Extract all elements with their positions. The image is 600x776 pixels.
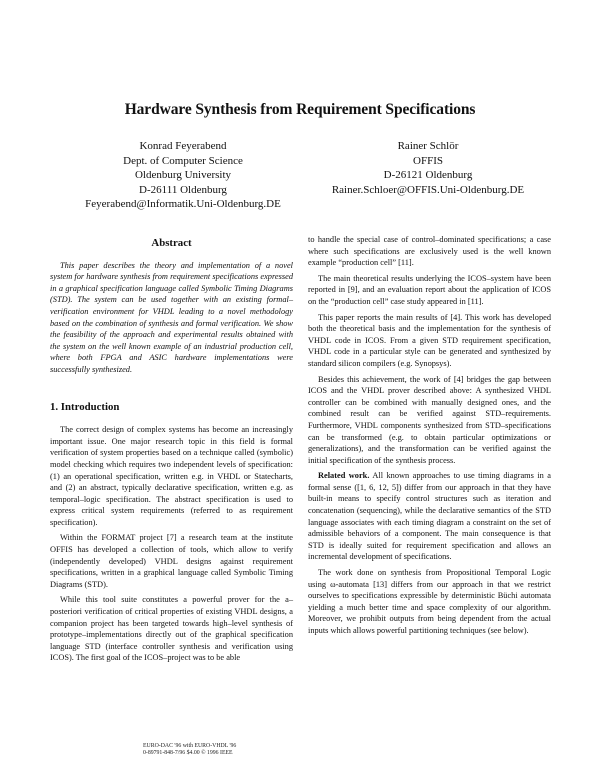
author-institution: Oldenburg University [134, 169, 232, 182]
author-email: Feyerabend@Informatik.Uni-Oldenburg.DE [85, 198, 281, 211]
abstract-heading: Abstract [151, 237, 192, 249]
author-address: D-26121 Oldenburg [383, 169, 473, 182]
intro-paragraph-7: The work done on synthesis from Propositional Temporal Logic using ω-automata [13] differs from our approach in that we restrict ourselves to specifications expressible by deterministic Büchi automata yielding a much better time and space complexity of our algorithm. Moreover, we prohibit outputs from being dependent from the actual inputs which allows powerful partitioning techniques (see below). [308, 568, 551, 635]
footer-conference: EURO-DAC '96 with EURO-VHDL '96 [143, 743, 237, 749]
related-work-heading: Related work. [318, 471, 370, 481]
introduction-heading: 1. Introduction [50, 400, 120, 413]
footer-copyright: 0-89791-848-7/96 $4.00 © 1996 IEEE [143, 750, 233, 757]
related-work-paragraph [308, 470, 551, 563]
intro-continuation: to handle the special case of control–dominated specifications; a case where such specifications are exclusively used is the well known example “production cell” [11]. [308, 235, 551, 268]
page-footer [143, 743, 236, 758]
intro-paragraph-3: While this tool suite constitutes a powerful prover for the a–posteriori verification of critical properties of existing VHDL designs, a companion project has been targeted towards high–level synthesis of prototype–implementations directly out of the graphical specification language STD (interface controller synthesis and verification using ICOS). The first goal of the ICOS–project was to be able [50, 595, 293, 663]
author-address: D-26111 Oldenburg [139, 183, 227, 196]
intro-paragraph-1: The correct design of complex systems has become an increasingly important issue. One major research topic in this field is formal verification of system properties based on a technique called (symbolic) model checking which requires two independent levels of specification: (1) an operational specification, written e.g. in VHDL or Statecharts, and (2) an abstract, typically declarative specification, written e.g. as temporal–logic specification. The abstract specification is used to express critical system requirements (referred to as requirement specification). [50, 425, 293, 527]
author-email: Rainer.Schloer@OFFIS.Uni-Oldenburg.DE [331, 183, 525, 196]
paper-title: Hardware Synthesis from Requirement Specifications [124, 101, 476, 118]
intro-paragraph-2: Within the FORMAT project [7] a research team at the institute OFFIS has developed a collection of tools, which allow to verify (independently developed) VHDL designs against requirement specifications, written in a graphical language called Symbolic Timing Diagrams (STD). [50, 533, 293, 589]
author-affiliation: OFFIS [413, 154, 443, 167]
intro-paragraph-6: Besides this achievement, the work of [4] bridges the gap between ICOS and the VHDL prover described above: A synthesized VHDL controller can be combined with manually designed ones, and the combined result can be verified against STD–requirements. Furthermore, VHDL components synthesized from STD–specifications can be transformed (e.g. to obtain particular optimizations or generalizations), and the transformation can be verified against the initial specification of the synthesis process. [308, 374, 551, 465]
author-name: Rainer Schlör [397, 140, 459, 152]
related-work-text: All known approaches to use timing diagrams in a formal sense ([1, 6, 12, 5]) differ from our approach in that they have built-in means to specify control structures such as iteration and concatenation (sequencing), while the declarative semantics of the STD language associates with each timing diagram a constraint on the set of admissible behaviors of a component. The main consequence is that STD is ideally suited for requirement specification and allows an incremental development of specifications. [308, 471, 551, 562]
left-column [50, 234, 293, 668]
intro-paragraph-4: The main theoretical results underlying the ICOS–system have been reported in [9], and an evaluation report about the application of ICOS on the “production cell” case study appeared in [11]. [308, 273, 551, 306]
author-affiliation: Dept. of Computer Science [123, 154, 243, 167]
author-name: Konrad Feyerabend [139, 140, 227, 152]
abstract-text: This paper describes the theory and implementation of a novel system for hardware synthesis from requirement specifications expressed in a graphical specification language called Symbolic Timing Diagrams (STD). The system can be used together with an existing formal–verification environment for VHDL leading to a novel methodology based on the combination of synthesis and formal verification. We show the feasibility of the approach and experimental results obtained with the system on the well known example of an industrial production cell, where both FPGA and ASIC hardware implementations were successfully synthesized. [50, 260, 293, 374]
right-column [308, 234, 551, 641]
author-block-1 [58, 139, 308, 212]
intro-paragraph-5: This paper reports the main results of [4]. This work has developed both the theoretical basis and the implementation for the synthesis of VHDL code in ICOS. From a given STD requirement specification, VHDL code in a particular style can be generated and synthesized by standard silicon compilers (e.g. Synopsys). [308, 312, 551, 368]
author-block-2 [300, 139, 556, 197]
